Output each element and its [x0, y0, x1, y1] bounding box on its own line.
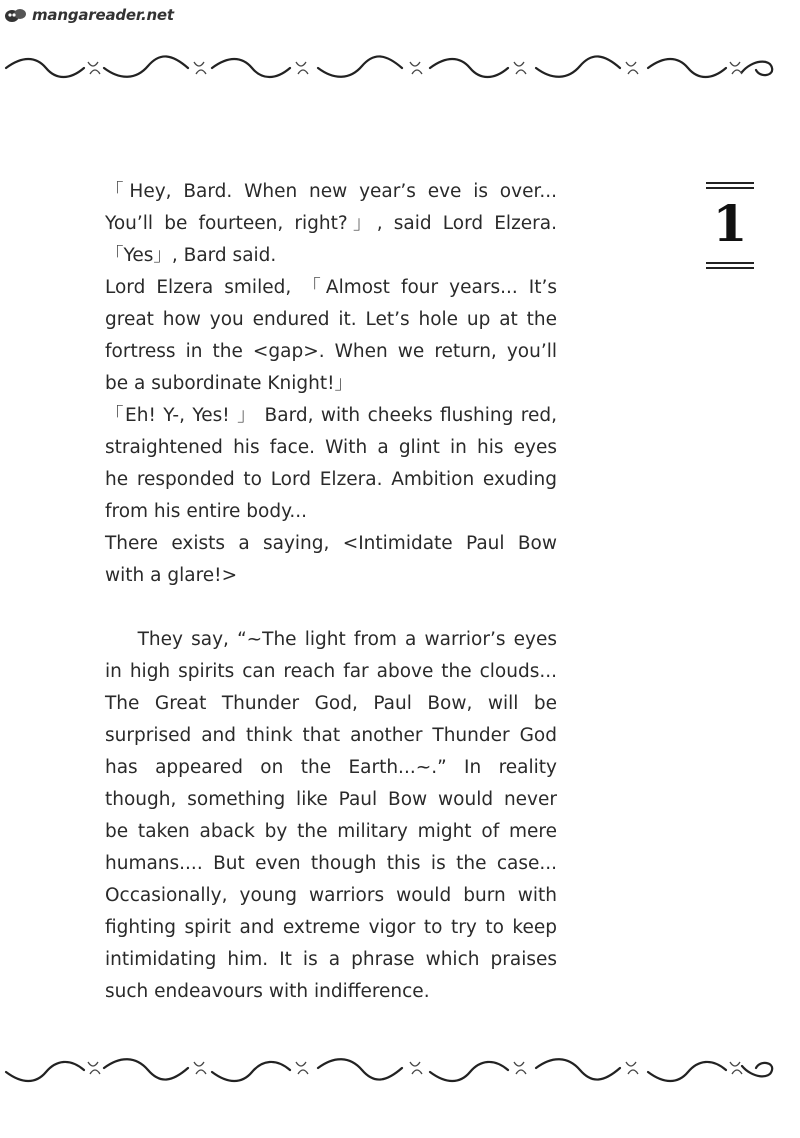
text-line: Lord Elzera smiled, 「Almost four years... It’s	[105, 277, 557, 298]
text-line: in high spirits can reach far above the clouds...	[105, 661, 557, 682]
text-line: There exists a saying, <Intimidate Paul Bow	[105, 533, 557, 554]
text-line: fighting spirit and extreme vigor to try to keep	[105, 917, 557, 938]
paragraph-gap	[105, 592, 557, 624]
text-line: 「Eh! Y-, Yes! 」 Bard, with cheeks flushing red,	[105, 405, 557, 426]
text-line: be taken aback by the military might of mere	[105, 821, 557, 842]
watermark	[4, 4, 174, 26]
text-line: great how you endured it. Let’s hole up at the	[105, 309, 557, 330]
text-line: straightened his face. With a glint in his eyes	[105, 437, 557, 458]
chapter-number: 1	[712, 194, 748, 253]
text-line: 「Yes」, Bard said.	[105, 245, 277, 266]
text-line: from his entire body...	[105, 501, 308, 522]
text-line: has appeared on the Earth...~.” In reality	[105, 757, 557, 778]
text-line: be a subordinate Knight!」	[105, 373, 354, 394]
text-line: surprised and think that another Thunder God	[105, 725, 557, 746]
mangareader-logo-icon	[4, 6, 28, 24]
story-text	[105, 176, 557, 1008]
text-line: though, something like Paul Bow would never	[105, 789, 557, 810]
bottom-ornamental-border	[0, 1046, 800, 1088]
top-ornamental-border	[0, 46, 800, 88]
chapter-number-mark	[706, 180, 754, 272]
text-line: Occasionally, young warriors would burn with	[105, 885, 557, 906]
text-line: They say, “~The light from a warrior’s eyes	[105, 629, 557, 650]
text-line: intimidating him. It is a phrase which praises	[105, 949, 557, 970]
text-line: You’ll be fourteen, right?」, said Lord Elzera.	[105, 213, 557, 234]
text-line: humans.... But even though this is the case...	[105, 853, 557, 874]
text-line: he responded to Lord Elzera. Ambition exuding	[105, 469, 557, 490]
text-line: The Great Thunder God, Paul Bow, will be	[105, 693, 557, 714]
text-line: with a glare!>	[105, 565, 238, 586]
text-line: such endeavours with indifference.	[105, 981, 430, 1002]
text-line: fortress in the <gap>. When we return, you’ll	[105, 341, 557, 362]
watermark-text: mangareader.net	[32, 6, 174, 24]
text-line: 「Hey, Bard. When new year’s eve is over...	[105, 181, 557, 202]
